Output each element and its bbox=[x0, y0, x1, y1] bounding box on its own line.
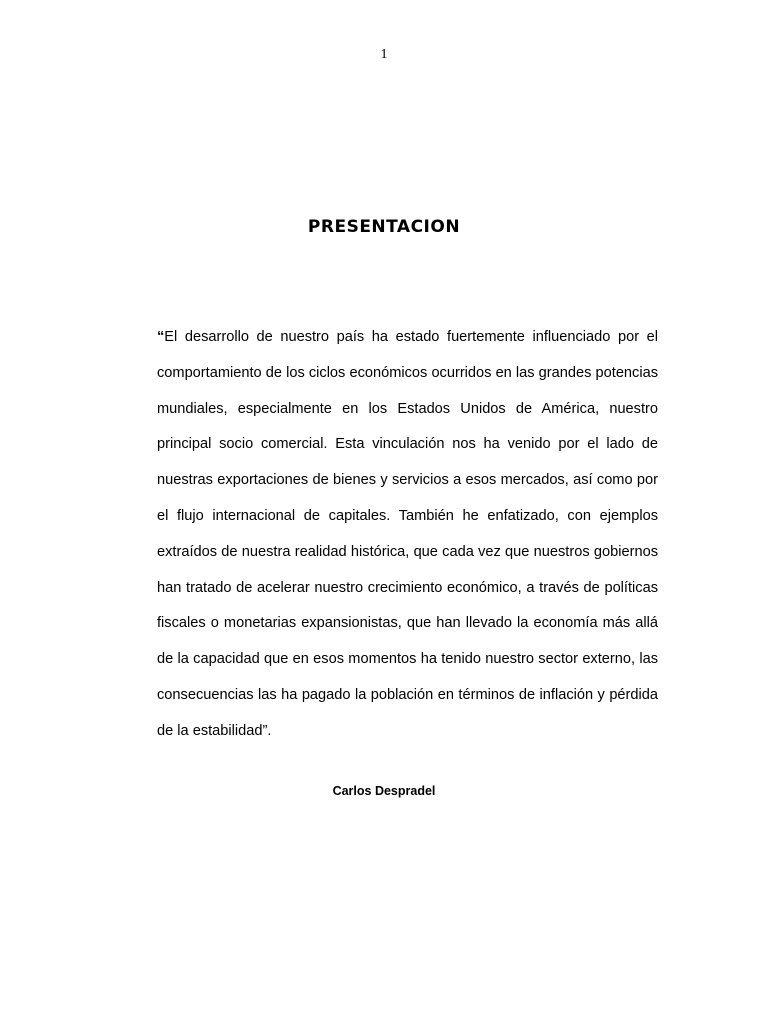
page-number: 1 bbox=[380, 47, 388, 62]
page-title: PRESENTACION bbox=[307, 217, 461, 237]
quote-author: Carlos Despradel bbox=[332, 784, 436, 798]
quote-text: El desarrollo de nuestro país ha estado fuertemente influenciado por el comportamiento de los ciclos económicos ocurridos en las grandes potencias mundiales, especialmente en los Estados Unidos de América, nuestro principal socio comercial. Esta vinculación nos ha venido por el lado de nuestras exportaciones de bienes y servicios a esos mercados, así como por el flujo internacional de capitales. También he enfatizado, con ejemplos extraídos de nuestra realidad histórica, que cada vez que nuestros gobiernos han tratado de acelerar nuestro crecimiento económico, a través de políticas fiscales o monetarias expansionistas, que han llevado la economía más allá de la capacidad que en esos momentos ha tenido nuestro sector externo, las consecuencias las ha pagado la población en términos de inflación y pérdida de la estabilidad”. bbox=[157, 329, 658, 739]
quote-paragraph bbox=[157, 320, 658, 750]
opening-quote-mark: “ bbox=[157, 329, 165, 345]
